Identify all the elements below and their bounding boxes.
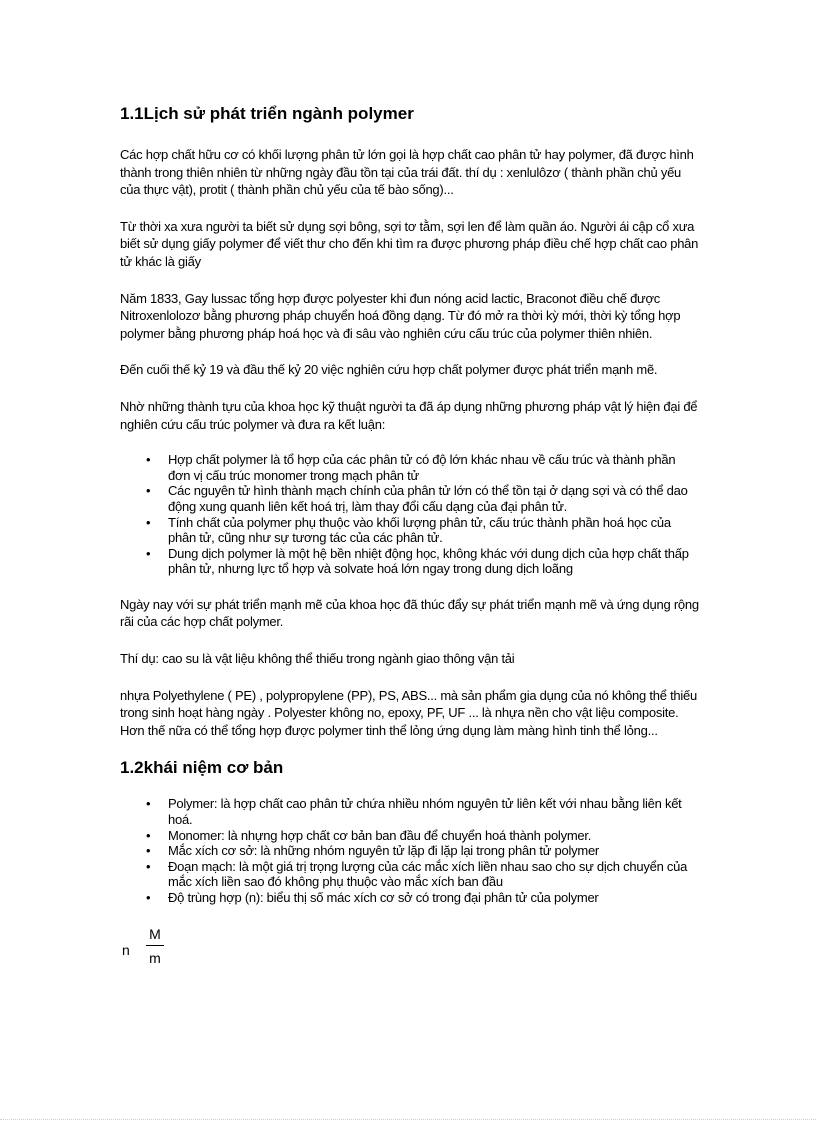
paragraph: Thí dụ: cao su là vật liệu không thể thiếu trong ngành giao thông vận tải: [120, 651, 515, 667]
formula-fraction: [146, 925, 164, 967]
list-item: • Các nguyên tử hình thành mạch chính của phân tử lớn có thể tồn tại ở dạng sợi và có thể dao động xung quanh liên kết hoá trị, làm thay đổi cấu dạng của đại phân tử.: [168, 483, 700, 514]
paragraph: Từ thời xa xưa người ta biết sử dụng sợi bông, sợi tơ tằm, sợi len để làm quần áo. Người ái cập cổ xưa biết sử dụng giấy polymer để viết thư cho đến khi tìm ra được phương pháp điều chế hợp chất cao phân tử khác là giấy: [120, 218, 699, 269]
paragraph: Năm 1833, Gay lussac tổng hợp được polyester khi đun nóng acid lactic, Braconot điều chế được Nitroxenlolozơ bằng phương pháp chuyển hoá đồng dạng. Từ đó mở ra thời kỳ mới, thời kỳ tổng hợp polymer bằng phương pháp hoá học và đi sâu vào nghiên cứu cấu trúc của polymer thiên nhiên.: [120, 290, 681, 341]
formula-variable: n: [122, 941, 130, 958]
list-item: • Mắc xích cơ sở: là những nhóm nguyên tử lặp đi lặp lại trong phân tử polymer: [168, 843, 700, 859]
list-item: • Hợp chất polymer là tổ hợp của các phân tử có độ lớn khác nhau về cấu trúc và thành phần đơn vị cấu trúc monomer trong mạch phân tử: [168, 452, 700, 483]
fraction-bar: [146, 945, 164, 946]
section-heading-history: 1.1Lịch sử phát triển ngành polymer: [120, 104, 414, 123]
list-item: • Tính chất của polymer phụ thuộc vào khối lượng phân tử, cấu trúc thành phần hoá học của phân tử, cũng như sự tương tác của các phân tử.: [168, 515, 700, 546]
formula-numerator: M: [149, 925, 161, 942]
paragraph: Đến cuối thế kỷ 19 và đầu thế kỷ 20 việc nghiên cứu hợp chất polymer được phát triển mạnh mẽ.: [120, 362, 658, 378]
list-item: • Monomer: là nhựng hợp chất cơ bản ban đầu để chuyển hoá thành polymer.: [168, 828, 700, 844]
paragraph: Nhờ những thành tựu của khoa học kỹ thuật người ta đã áp dụng những phương pháp vật lý hiện đại để nghiên cứu cấu trúc polymer và đưa ra kết luận:: [120, 398, 698, 432]
paragraph: nhựa Polyethylene ( PE) , polypropylene (PP), PS, ABS... mà sản phẩm gia dụng của nó không thể thiếu trong sinh hoạt hàng ngày . Polyester không no, epoxy, PF, UF ... là nhựa nền cho vật liệu composite. Hơn thế nữa có thể tổng hợp được polymer tinh thể lỏng ứng dụng làm màng hình tinh thể lỏng...: [120, 687, 698, 738]
paragraph: Ngày nay với sự phát triển mạnh mẽ của khoa học đã thúc đẩy sự phát triển mạnh mẽ và ứng dụng rộng rãi của các hợp chất polymer.: [120, 596, 699, 630]
section-heading-concepts: 1.2khái niệm cơ bản: [120, 758, 284, 778]
list-item: • Polymer: là hợp chất cao phân tử chứa nhiều nhóm nguyên tử liên kết với nhau bằng liên kết hoá.: [168, 796, 700, 827]
page-bottom-border: [0, 1119, 816, 1120]
document-page: [120, 104, 700, 975]
formula-denominator: m: [149, 949, 161, 966]
concepts-list: [120, 796, 700, 905]
list-item: • Độ trùng hợp (n): biểu thị số mác xích cơ sở có trong đại phân tử của polymer: [168, 890, 700, 906]
list-item: • Đoạn mạch: là một giá trị trọng lượng của các mắc xích liền nhau sao cho sự dịch chuyển của mắc xích liền sao đó không phụ thuộc vào mắc xích ban đầu: [168, 859, 700, 890]
degree-of-polymerization-formula: [120, 925, 700, 975]
conclusion-list: [120, 452, 700, 577]
paragraph: Các hợp chất hữu cơ có khối lượng phân tử lớn gọi là hợp chất cao phân tử hay polymer, đã được hình thành trong thiên nhiên từ những ngày đầu tồn tại của trái đất. thí dụ : xenlulôzơ ( thành phần chủ yếu của thực vật), protit ( thành phần chủ yếu của tế bào sống)...: [120, 147, 694, 198]
list-item: • Dung dịch polymer là một hệ bền nhiệt động học, không khác với dung dịch của hợp chất thấp phân tử, nhưng lực tổ hợp và solvate hoá lớn ngay trong dung dịch loãng: [168, 546, 700, 577]
